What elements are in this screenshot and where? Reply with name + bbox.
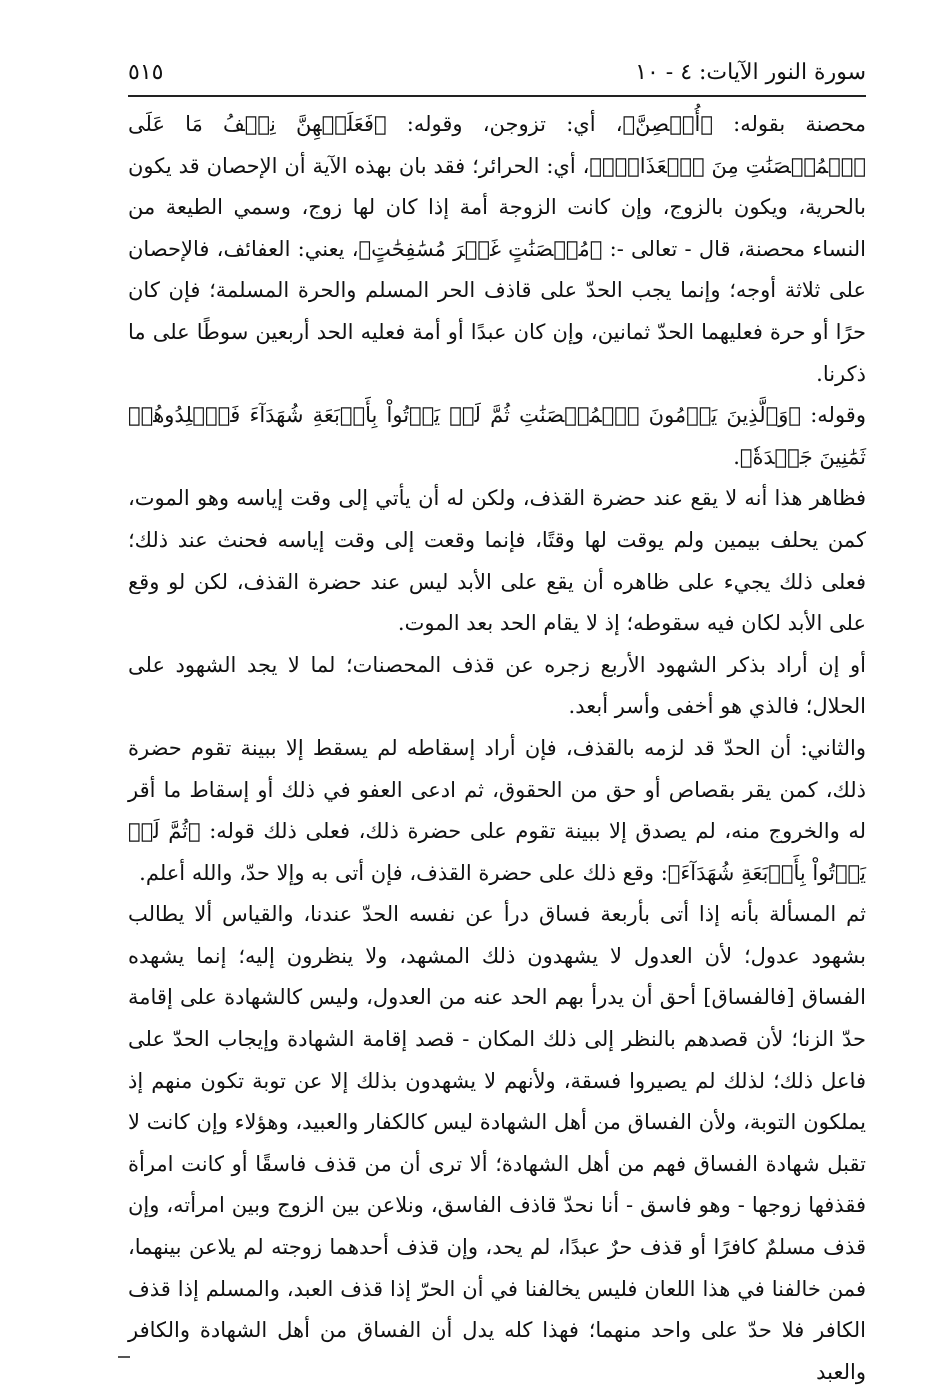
page-end-mark [118,1356,130,1358]
paragraph-6: ثم المسألة بأنه إذا أتى بأربعة فساق درأ عن نفسه الحدّ عندنا، والقياس ألا يطالب بشهود عدول؛ لأن العدول لا يشهدون ذلك المشهد، ولا ينظرون إليه؛ إنما يشهده الفساق [فالفساق] أحق أن يدرأ بهم الحد عنه من العدول، وليس كالشهادة على إقامة حدّ الزنا؛ لأن قصدهم بالنظر إلى ذلك المكان - قصد إقامة الشهادة وإيجاب الحدّ على فاعل ذلك؛ لذلك لم يصيروا فسقة، ولأنهم لا يشهدون بذلك إلا عن توبة تكون منهم إذ يملكون التوبة، ولأن الفساق من أهل الشهادة ليس كالكفار والعبيد، وهؤلاء وإن كانت لا تقبل شهادة الفساق فهم من أهل الشهادة؛ ألا ترى أن من قذف فاسقًا أو كانت امرأة فقذفها زوجها - وهو فاسق - أنا نحدّ قاذف الفاسق، ونلاعن بين الزوج وبين امرأته، وإن قذف مسلمٌ كافرًا أو قذف حرٌ عبدًا، لم يحد، وإن قذف أحدهما زوجته لم يلاعن بينهما، فمن خالفنا في هذا اللعان فليس يخالفنا في أن الحرّ إذا قذف العبد، والمسلم إذا قذف الكافر فلا حدّ على واحد منهما؛ فهذا كله يدل أن الفساق من أهل الشهادة والكافر والعبد [128,902,866,1384]
paragraph-5: والثاني: أن الحدّ قد لزمه بالقذف، فإن أراد إسقاطه لم يسقط إلا ببينة تقوم حضرة ذلك، كمن يقر بقصاص أو حق من الحقوق، ثم ادعى العفو في ذلك أو إسقاط ما أقر له والخروج منه، لم يصدق إلا ببينة تقوم على حضرة ذلك، فعلى ذلك قوله: ﴿ثُمَّ لَمۡ يَأۡتُواْ بِأَرۡبَعَةِ شُهَدَآءَ﴾: وقع ذلك على حضرة القذف، فإن أتى به وإلا حدّ، والله أعلم. [128,735,866,885]
paragraph-3: فظاهر هذا أنه لا يقع عند حضرة القذف، ولكن له أن يأتي إلى وقت إياسه وهو الموت، كمن يحلف بيمين ولم يوقت لها وقتًا، فإنما وقعت إلى وقت إياسه فحنث عند ذلك؛ فعلى ذلك يجيء على ظاهره أن يقع على الأبد ليس عند حضرة القذف، لكن لو وقع على الأبد لكان فيه سقوطه؛ إذ لا يقام الحد بعد الموت. [128,486,866,636]
paragraph-2: وقوله: ﴿وَٱلَّذِينَ يَرۡمُونَ ٱلۡمُحۡصَنَٰتِ ثُمَّ لَمۡ يَأۡتُواْ بِأَرۡبَعَةِ شُهَدَآءَ فَٱجۡلِدُوهُمۡ ثَمَٰنِينَ جَلۡدَةٗ﴾. [128,403,866,469]
paragraph-4: أو إن أراد بذكر الشهود الأربع زجره عن قذف المحصنات؛ لما لا يجد الشهود على الحلال؛ فالذي هو أخفى وأسر أبعد. [128,652,866,719]
page-number: ٥١٥ [128,59,164,85]
paragraph-1: محصنة بقوله: ﴿أُحۡصِنَّ﴾، أي: تزوجن، وقوله: ﴿فَعَلَيۡهِنَّ نِصۡفُ مَا عَلَى ٱلۡمُحۡصَنَٰتِ مِنَ ٱلۡعَذَابِۚ﴾، أي: الحرائر؛ فقد بان بهذه الآية أن الإحصان قد يكون بالحرية، ويكون بالزوج، وإن كانت الزوجة أمة إذا كان لها زوج، وسمي الطيعة من النساء محصنة، قال - تعالى -: ﴿مُحۡصَنَٰتٍ غَيۡرَ مُسَٰفِحَٰتٍ﴾، يعني: العفائف، فالإحصان على ثلاثة أوجه؛ وإنما يجب الحدّ على قاذف الحر المسلم والحرة المسلمة؛ فإن كان حرًا أو حرة فعليهما الحدّ ثمانين، وإن كان عبدًا أو أمة فعليه الحد أربعين سوطًا على ما ذكرنا. [128,112,866,386]
page-body [128,104,866,1393]
header-rule [128,95,866,97]
page-header [128,52,866,92]
running-title: سورة النور الآيات: ٤ - ١٠ [635,59,866,85]
